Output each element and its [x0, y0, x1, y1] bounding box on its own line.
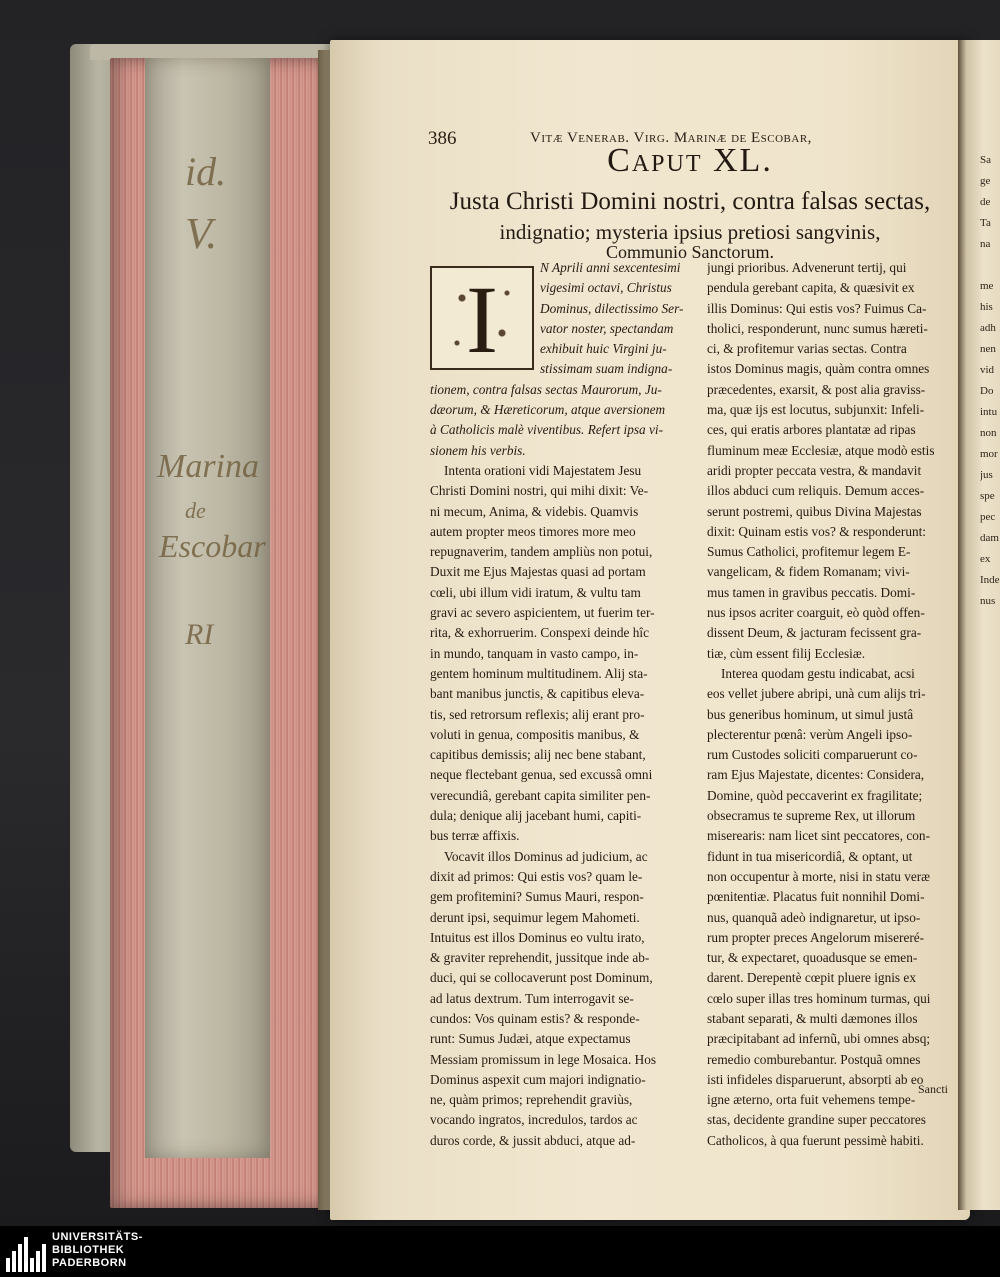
- text-line: à Catholicis malè viventibus. Refert ipsa vi-: [430, 422, 664, 438]
- logo-bar: [12, 1251, 16, 1272]
- facing-page-line: de: [980, 196, 991, 208]
- text-line: vocando ingratos, incredulos, tardos ac: [430, 1112, 638, 1128]
- text-line: dæorum, & Hæreticorum, atque aversionem: [430, 402, 666, 418]
- spine-label-3: Marina: [157, 448, 259, 485]
- facing-page-line: non: [980, 427, 997, 439]
- text-line: duros corde, & jussit abduci, atque ad-: [430, 1132, 636, 1148]
- facing-page-line: nen: [980, 343, 996, 355]
- text-line: stabant separati, & multi dæmones illos: [707, 1010, 918, 1026]
- text-line: pendula gerebant capita, & quæsivit ex: [707, 280, 915, 296]
- text-line: tholici, responderunt, nunc sumus hæreti-: [707, 320, 928, 336]
- text-line: Intenta orationi vidi Majestatem Jesu: [444, 462, 642, 478]
- facing-page-line: Inde: [980, 574, 1000, 586]
- text-line: remedio comburebantur. Postquã omnes: [707, 1051, 921, 1067]
- text-line: gem profitemini? Sumus Mauri, respon-: [430, 889, 644, 905]
- text-line: ne, quàm primos; reprehendit graviùs,: [430, 1092, 633, 1108]
- text-line: cœlo super illas tres hominum turmas, qui: [707, 990, 931, 1006]
- text-line: fluminum meæ Ecclesiæ, atque modò estis: [707, 442, 935, 458]
- logo-bar: [24, 1237, 28, 1272]
- chapter-title: Caput XL.: [607, 142, 773, 179]
- library-name-line-2: BIBLIOTHEK: [52, 1244, 125, 1256]
- text-line: bant manibus junctis, & capitibus eleva-: [430, 686, 645, 702]
- text-line: cœli, ubi illum vidi iratum, & vultu tam: [430, 584, 641, 600]
- facing-page-line: adh: [980, 322, 996, 334]
- text-line: tis, sed retrorsum reflexis; alij erant pro-: [430, 706, 645, 722]
- text-line: præcipitabant ad infernũ, ubi omnes absq;: [707, 1031, 931, 1047]
- text-line: illos abduci cum reliquis. Demum acces-: [707, 483, 925, 499]
- text-line: vator noster, spectandam: [540, 320, 674, 336]
- text-line: ci, & profitemur varias sectas. Contra: [707, 341, 907, 357]
- facing-page-line: pec: [980, 511, 996, 523]
- facing-page-text: [980, 150, 1000, 612]
- library-name-line-1: UNIVERSITÄTS-: [52, 1231, 143, 1243]
- text-line: tiæ, cùm essent filij Ecclesiæ.: [707, 645, 866, 661]
- facing-page-line: ex: [980, 553, 991, 565]
- text-line: repugnaverim, tandem ampliùs non potui,: [430, 544, 653, 560]
- text-line: mus tamen in gravibus peccatis. Domi-: [707, 584, 916, 600]
- facing-page-line: jus: [980, 469, 993, 481]
- text-line: Duxit me Ejus Majestas quasi ad portam: [430, 564, 646, 580]
- text-line: illis Dominus: Qui estis vos? Fuimus Ca-: [707, 300, 927, 316]
- text-line: vigesimi octavi, Christus: [540, 280, 672, 296]
- text-line: Vocavit illos Dominus ad judicium, ac: [444, 848, 648, 864]
- text-line: in mundo, tanquam in vasto campo, in-: [430, 645, 639, 661]
- text-line: nus ipsos acriter coarguit, eò quòd offen-: [707, 605, 925, 621]
- text-line: Dominus aspexit cum majori indignatio-: [430, 1071, 646, 1087]
- text-line: verecundiâ, gerebant capita similiter pen-: [430, 787, 651, 803]
- text-line: Intuitus est illos Dominus eo vultu irato,: [430, 929, 645, 945]
- text-line: aridi propter peccata vestra, & mandavit: [707, 462, 922, 478]
- text-line: plecterentur pœnâ: verùm Angeli ipso-: [707, 726, 913, 742]
- spine-label-5: Escobar: [159, 528, 266, 564]
- text-line: Messiam promissum in lege Mosaica. Hos: [430, 1051, 657, 1067]
- catchword: Sancti: [918, 1082, 948, 1096]
- text-line: præcedentes, exarsit, & post alia graviss-: [707, 381, 926, 397]
- text-line: non occupentur à morte, nisi in statu veræ: [707, 868, 931, 884]
- spine-label-6: RI: [185, 618, 214, 651]
- text-line: ma, quæ ijs est locutus, subjunxit: Infeli-: [707, 402, 925, 418]
- text-line: bus terræ affixis.: [430, 828, 520, 844]
- facing-page-line: vid: [980, 364, 995, 376]
- text-line: rita, & exhorruerim. Conspexi deinde hîc: [430, 625, 649, 641]
- logo-bar: [18, 1244, 22, 1272]
- text-line: rum propter preces Angelorum misereré-: [707, 929, 925, 945]
- text-line: derunt ipsi, sequimur legem Mahometi.: [430, 909, 640, 925]
- text-line: istos Dominus magis, quàm contra omnes: [707, 361, 930, 377]
- text-line: tur, & expectaret, quoadusque se emen-: [707, 950, 918, 966]
- text-line: runt: Sumus Judæi, atque expectamus: [430, 1031, 631, 1047]
- library-logo-icon: [0, 1230, 46, 1274]
- facing-page-line: nus: [980, 595, 996, 607]
- text-line: neque flectebant genua, sed excussâ omni: [430, 767, 653, 783]
- facing-page-line: Do: [980, 385, 994, 397]
- text-line: dula; denique alij jacebant humi, capiti-: [430, 808, 642, 824]
- text-line: Catholicos, à qua fuerunt pessimè habiti.: [707, 1132, 924, 1148]
- text-line: igne æterno, orta fuit vehemens tempe-: [707, 1092, 916, 1108]
- text-line: N Aprili anni sexcentesimi: [540, 260, 681, 275]
- text-line: nus, quanquã adeò indignaretur, ut ipso-: [707, 909, 921, 925]
- page-number: 386: [428, 128, 457, 149]
- text-line: ram Ejus Majestate, dicentes: Considera,: [707, 767, 925, 783]
- facing-page-line: mor: [980, 448, 998, 460]
- initial-letter: I: [466, 266, 498, 373]
- spine-label-2: V.: [185, 209, 218, 258]
- text-line: rum Custodes soliciti comparuerunt co-: [707, 747, 918, 763]
- facing-page-line: Sa: [980, 154, 991, 166]
- text-line: sionem his verbis.: [430, 442, 526, 458]
- chapter-heading-line-2: indignatio; mysteria ipsius pretiosi sangvinis,: [499, 220, 881, 244]
- text-line: dixit: Quinam estis vos? & responderunt:: [707, 523, 927, 539]
- logo-bar: [6, 1258, 10, 1272]
- library-name: [52, 1231, 143, 1270]
- text-line: miserearis: nam licet sint peccatores, con-: [707, 828, 931, 844]
- logo-bar: [42, 1244, 46, 1272]
- facing-page-line: dam: [980, 532, 999, 544]
- chapter-heading-line-1: Justa Christi Domini nostri, contra falsas sectas,: [449, 188, 931, 215]
- text-line: Domine, quòd peccaverint ex fragilitate;: [707, 787, 923, 803]
- logo-bar: [36, 1251, 40, 1272]
- library-footer: [0, 1226, 1000, 1277]
- text-line: bus generibus hominum, ut simul justâ: [707, 706, 914, 722]
- text-line: Interea quodam gestu indicabat, acsi: [721, 665, 915, 681]
- text-line: stissimam suam indigna-: [540, 361, 673, 377]
- text-line: fidunt in tua misericordiâ, & optant, ut: [707, 848, 913, 864]
- book-spine: [145, 58, 270, 1158]
- logo-bar: [30, 1258, 34, 1272]
- text-line: Sumus Catholici, profitemur legem E-: [707, 544, 911, 560]
- text-line: gentem hominum multitudinem. Alij sta-: [430, 665, 648, 681]
- facing-page-line: Ta: [980, 217, 991, 229]
- text-line: & graviter reprehendit, jussitque inde ab-: [430, 950, 650, 966]
- text-line: isti infideles disparuerunt, absorpti ab eo: [707, 1071, 924, 1087]
- text-line: darent. Derepentè cœpit pluere ignis ex: [707, 970, 916, 986]
- text-line: ces, qui eratis arbores plantatæ ad ripas: [707, 422, 916, 438]
- facing-page-line: intu: [980, 406, 998, 418]
- facing-page-line: [980, 255, 1000, 276]
- facing-page-line: na: [980, 238, 991, 250]
- text-line: Christi Domini nostri, qui mihi dixit: Ve-: [430, 483, 649, 499]
- text-line: pœnitentiæ. Placatus fuit nonnihil Domi-: [707, 889, 925, 905]
- text-line: dissent Deum, & jacturam fecissent gra-: [707, 625, 922, 641]
- text-line: capitibus demissis; alij nec bene stabant,: [430, 747, 646, 763]
- text-line: obsecramus te supreme Rex, ut illorum: [707, 808, 916, 824]
- text-line: eos vellet jubere abripi, unà cum alijs tri-: [707, 686, 926, 702]
- text-line: jungi prioribus. Advenerunt tertij, qui: [707, 260, 907, 275]
- library-name-line-3: PADERBORN: [52, 1257, 127, 1269]
- text-line: exhibuit huic Virgini ju-: [540, 341, 667, 357]
- text-line: tionem, contra falsas sectas Maurorum, Ju-: [430, 381, 662, 397]
- text-line: vangelicam, & fidem Romanam; vivi-: [707, 564, 910, 580]
- text-line: gravi ac severo aspicientem, ut fuerim ter-: [430, 605, 655, 621]
- facing-page-line: ge: [980, 175, 991, 187]
- left-column: [430, 258, 698, 1151]
- text-line: ad latus dextrum. Tum interrogavit se-: [430, 990, 634, 1006]
- right-column: [707, 258, 955, 1151]
- text-line: serunt postremi, quibus Divina Majestas: [707, 503, 922, 519]
- spine-label-4: de: [185, 498, 206, 523]
- running-title: Vitæ Venerab. Virg. Marinæ de Escobar,: [530, 130, 812, 146]
- text-line: dixit ad primos: Qui estis vos? quam le-: [430, 868, 643, 884]
- facing-page-line: me: [980, 280, 994, 292]
- chapter-heading-line-3: Communio Sanctorum.: [606, 242, 774, 262]
- facing-page-line: spe: [980, 490, 995, 502]
- facing-page-line: his: [980, 301, 993, 313]
- text-line: cundos: Vos quinam estis? & responde-: [430, 1010, 640, 1026]
- spine-label-1: id.: [185, 149, 227, 194]
- text-line: Dominus, dilectissimo Ser-: [540, 300, 684, 316]
- text-line: voluti in genua, compositis manibus, &: [430, 726, 640, 742]
- text-line: duci, qui se collocaverunt post Dominum,: [430, 970, 653, 986]
- text-line: autem propter meos timores more meo: [430, 523, 636, 539]
- text-line: stas, decidente grandine super peccatores: [707, 1112, 926, 1128]
- text-line: ni mecum, Anima, & videbis. Quamvis: [430, 503, 639, 519]
